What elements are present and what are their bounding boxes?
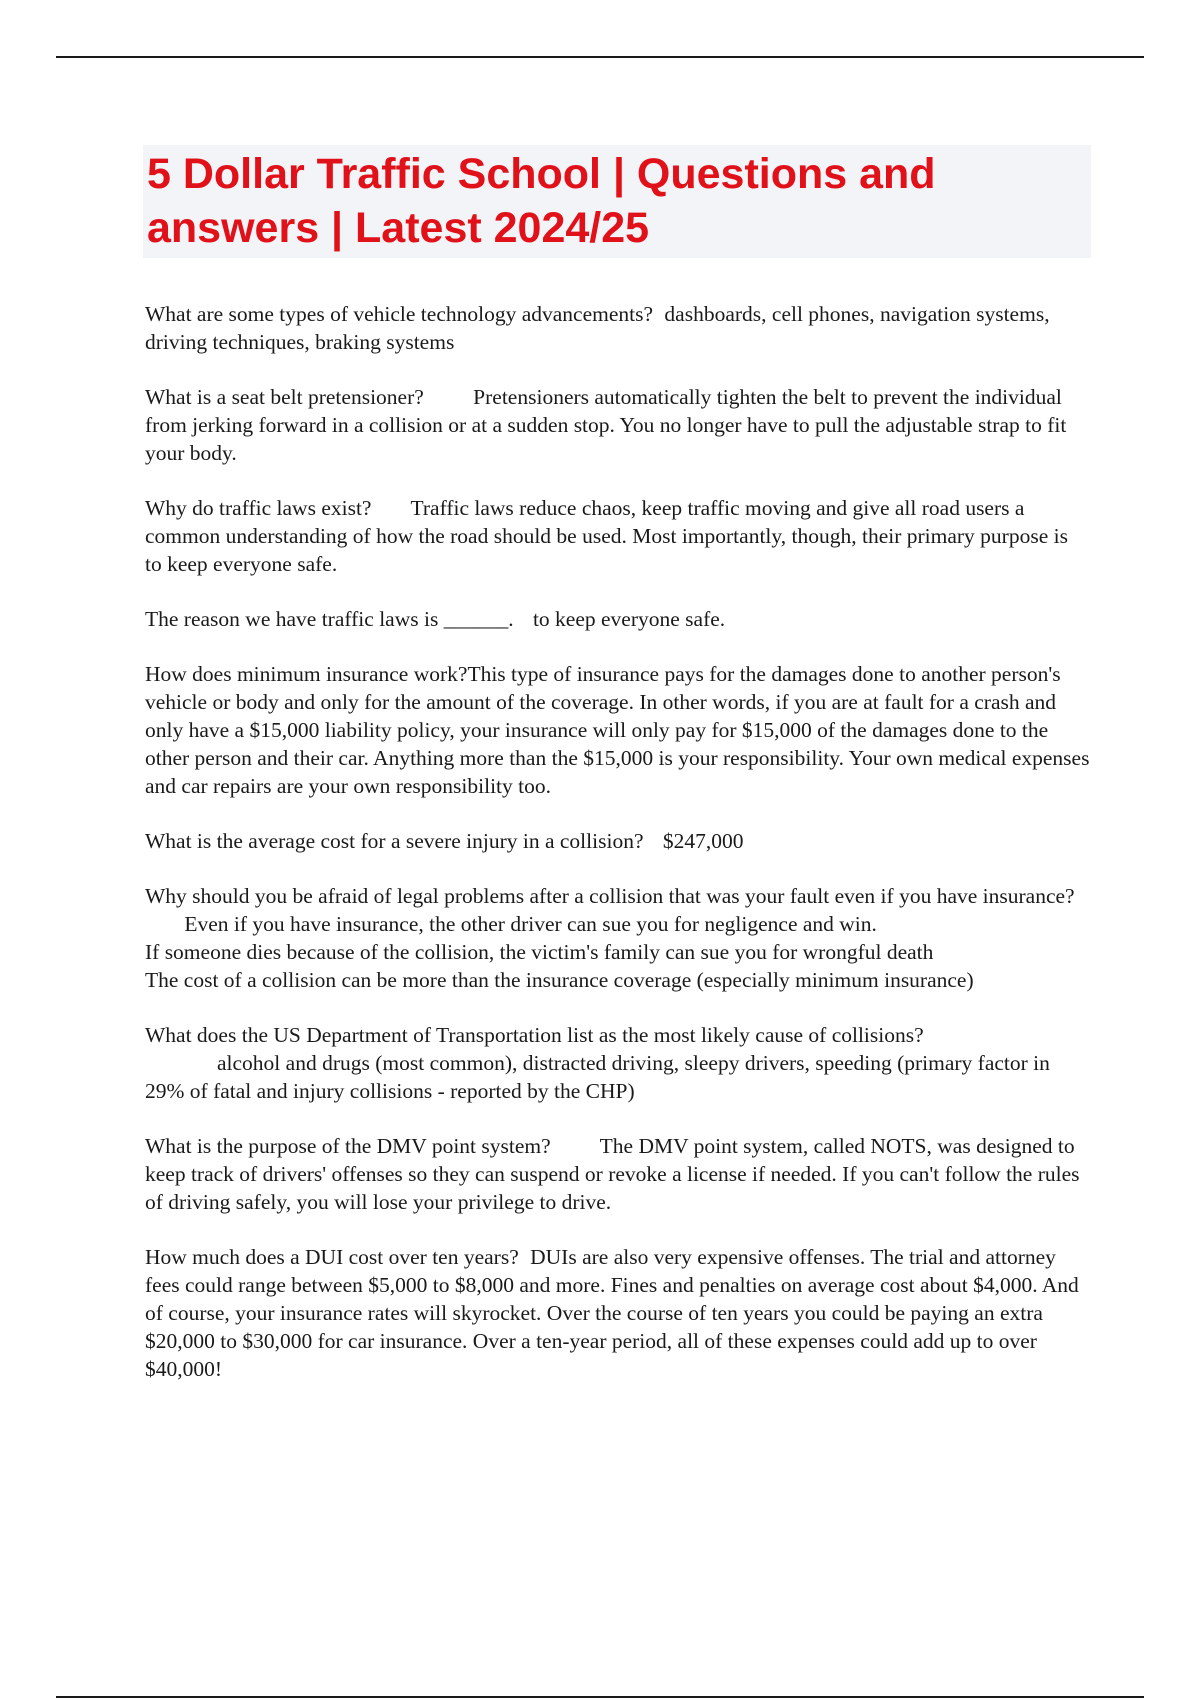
- answer: alcohol and drugs (most common), distracted driving, sleepy drivers, speeding (primary factor in 29% of fatal and injury collisions - reported by the CHP): [145, 1051, 1050, 1103]
- question: What are some types of vehicle technology advancements?: [145, 302, 654, 326]
- question: How much does a DUI cost over ten years?: [145, 1245, 519, 1269]
- question: What is a seat belt pretensioner?: [145, 385, 424, 409]
- qa-item: [145, 300, 1090, 356]
- qa-item: [145, 660, 1090, 800]
- qa-item: [145, 827, 1090, 855]
- question: Why should you be afraid of legal problems after a collision that was your fault even if you have insurance?: [145, 884, 1075, 908]
- bottom-rule: [56, 1696, 1144, 1698]
- title-banner: [143, 145, 1091, 258]
- qa-item: [145, 1132, 1090, 1216]
- answer-line: If someone dies because of the collision, the victim's family can sue you for wrongful death: [145, 940, 934, 964]
- top-rule: [56, 56, 1144, 58]
- answer: Even if you have insurance, the other driver can sue you for negligence and win.: [184, 912, 877, 936]
- qa-item: [145, 882, 1090, 994]
- answer: Pretensioners automatically tighten the belt to prevent the individual from jerking forward in a collision or at a sudden stop. You no longer have to pull the adjustable strap to fit your body.: [145, 385, 1067, 465]
- question: The reason we have traffic laws is ______.: [145, 607, 514, 631]
- answer: Traffic laws reduce chaos, keep traffic moving and give all road users a common understanding of how the road should be used. Most importantly, though, their primary purpose is to keep everyone safe.: [145, 496, 1068, 576]
- answer: This type of insurance pays for the damages done to another person's vehicle or body and only for the amount of the coverage. In other words, if you are at fault for a crash and only have a $15,000 liability policy, your insurance will only pay for $15,000 of the damages done to the other person and their car. Anything more than the $15,000 is your responsibility. Your own medical expenses and car repairs are your own responsibility too.: [145, 662, 1090, 798]
- qa-item: [145, 1021, 1090, 1105]
- answer: DUIs are also very expensive offenses. The trial and attorney fees could range between $5,000 to $8,000 and more. Fines and penalties on average cost about $4,000. And of course, your insurance rates will skyrocket. Over the course of ten years you could be paying an extra $20,000 to $30,000 for car insurance. Over a ten-year period, all of these expenses could add up to over $40,000!: [145, 1245, 1079, 1381]
- qa-item: [145, 605, 1090, 633]
- answer-line: The cost of a collision can be more than the insurance coverage (especially minimum insurance): [145, 968, 974, 992]
- qa-item: [145, 383, 1090, 467]
- answer: dashboards, cell phones, navigation systems, driving techniques, braking systems: [145, 302, 1050, 354]
- question: Why do traffic laws exist?: [145, 496, 372, 520]
- answer: $247,000: [662, 829, 744, 853]
- question: What does the US Department of Transportation list as the most likely cause of collisions?: [145, 1023, 924, 1047]
- qa-item: [145, 494, 1090, 578]
- qa-list: [145, 300, 1090, 1410]
- answer: The DMV point system, called NOTS, was designed to keep track of drivers' offenses so they can suspend or revoke a license if needed. If you can't follow the rules of driving safely, you will lose your privilege to drive.: [145, 1134, 1080, 1214]
- question: How does minimum insurance work?: [145, 662, 468, 686]
- answer: to keep everyone safe.: [532, 607, 726, 631]
- qa-item: [145, 1243, 1090, 1383]
- question: What is the purpose of the DMV point system?: [145, 1134, 551, 1158]
- question: What is the average cost for a severe injury in a collision?: [145, 829, 644, 853]
- document-title: 5 Dollar Traffic School | Questions and answers | Latest 2024/25: [147, 150, 936, 252]
